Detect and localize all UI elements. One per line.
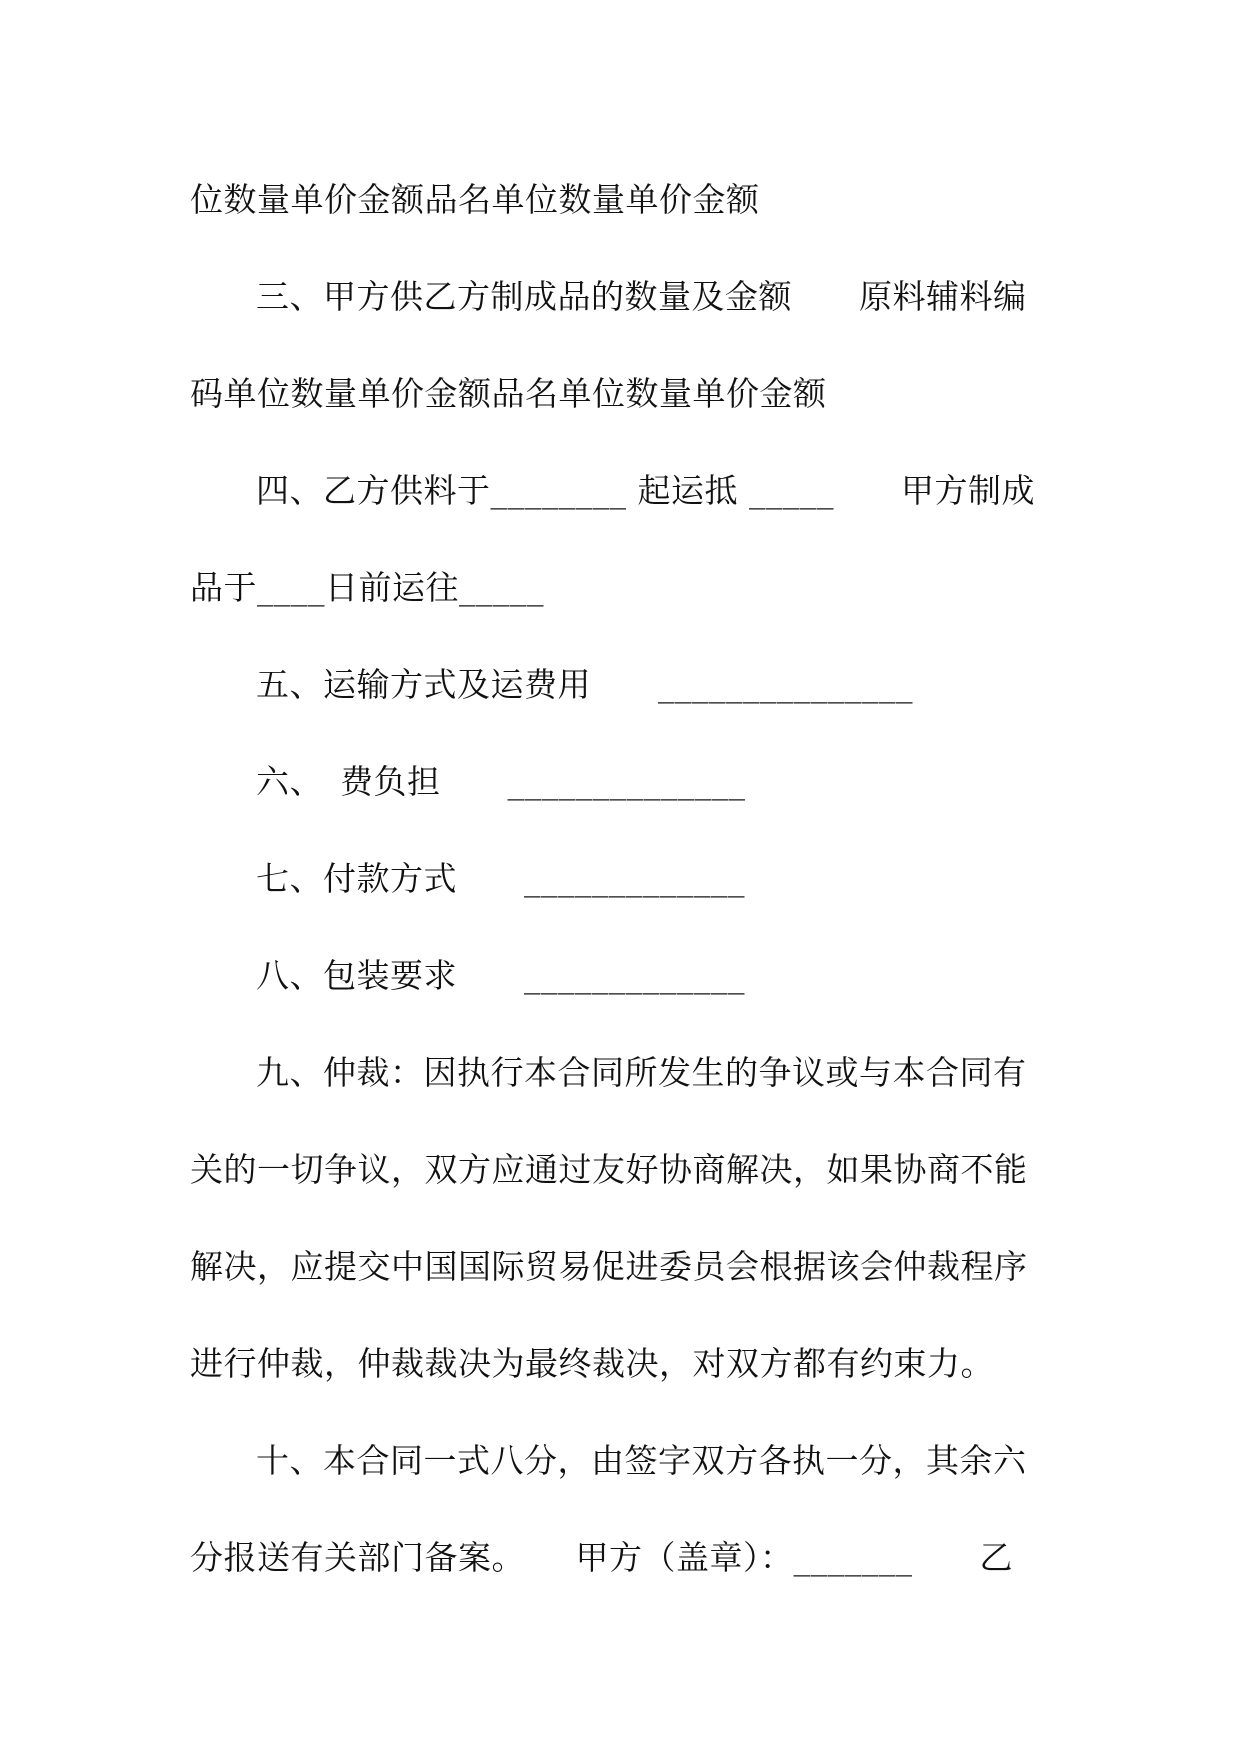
clause-9-line-2: 关的一切争议，双方应通过友好协商解决，如果协商不能: [190, 1150, 1028, 1189]
clause-3-line-2: 码单位数量单价金额品名单位数量单价金额: [190, 374, 827, 413]
clause-5: 五、运输方式及运费用 _______________: [256, 665, 913, 704]
clause-9-line-1: 九、仲裁：因执行本合同所发生的争议或与本合同有: [256, 1053, 1027, 1092]
clause-4-line-1: 四、乙方供料于________ 起运抵 _____ 甲方制成: [256, 471, 1035, 510]
clause-3-line-1: 三、甲方供乙方制成品的数量及金额 原料辅料编: [256, 277, 1027, 316]
clause-9-line-3: 解决，应提交中国国际贸易促进委员会根据该会仲裁程序: [190, 1247, 1028, 1286]
clause-8: 八、包装要求 _____________: [256, 956, 745, 995]
clause-7: 七、付款方式 _____________: [256, 859, 745, 898]
clause-10-line-2: 分报送有关部门备案。 甲方（盖章）：_______ 乙: [190, 1538, 1013, 1577]
clause-4-line-2: 品于____日前运往_____: [190, 568, 544, 607]
clause-9-line-4: 进行仲裁，仲裁裁决为最终裁决，对双方都有约束力。: [190, 1344, 994, 1383]
clause-10-line-1: 十、本合同一式八分，由签字双方各执一分，其余六: [256, 1441, 1027, 1480]
text-line-1: 位数量单价金额品名单位数量单价金额: [190, 180, 760, 219]
clause-6: 六、 费负担 ______________: [256, 762, 746, 801]
